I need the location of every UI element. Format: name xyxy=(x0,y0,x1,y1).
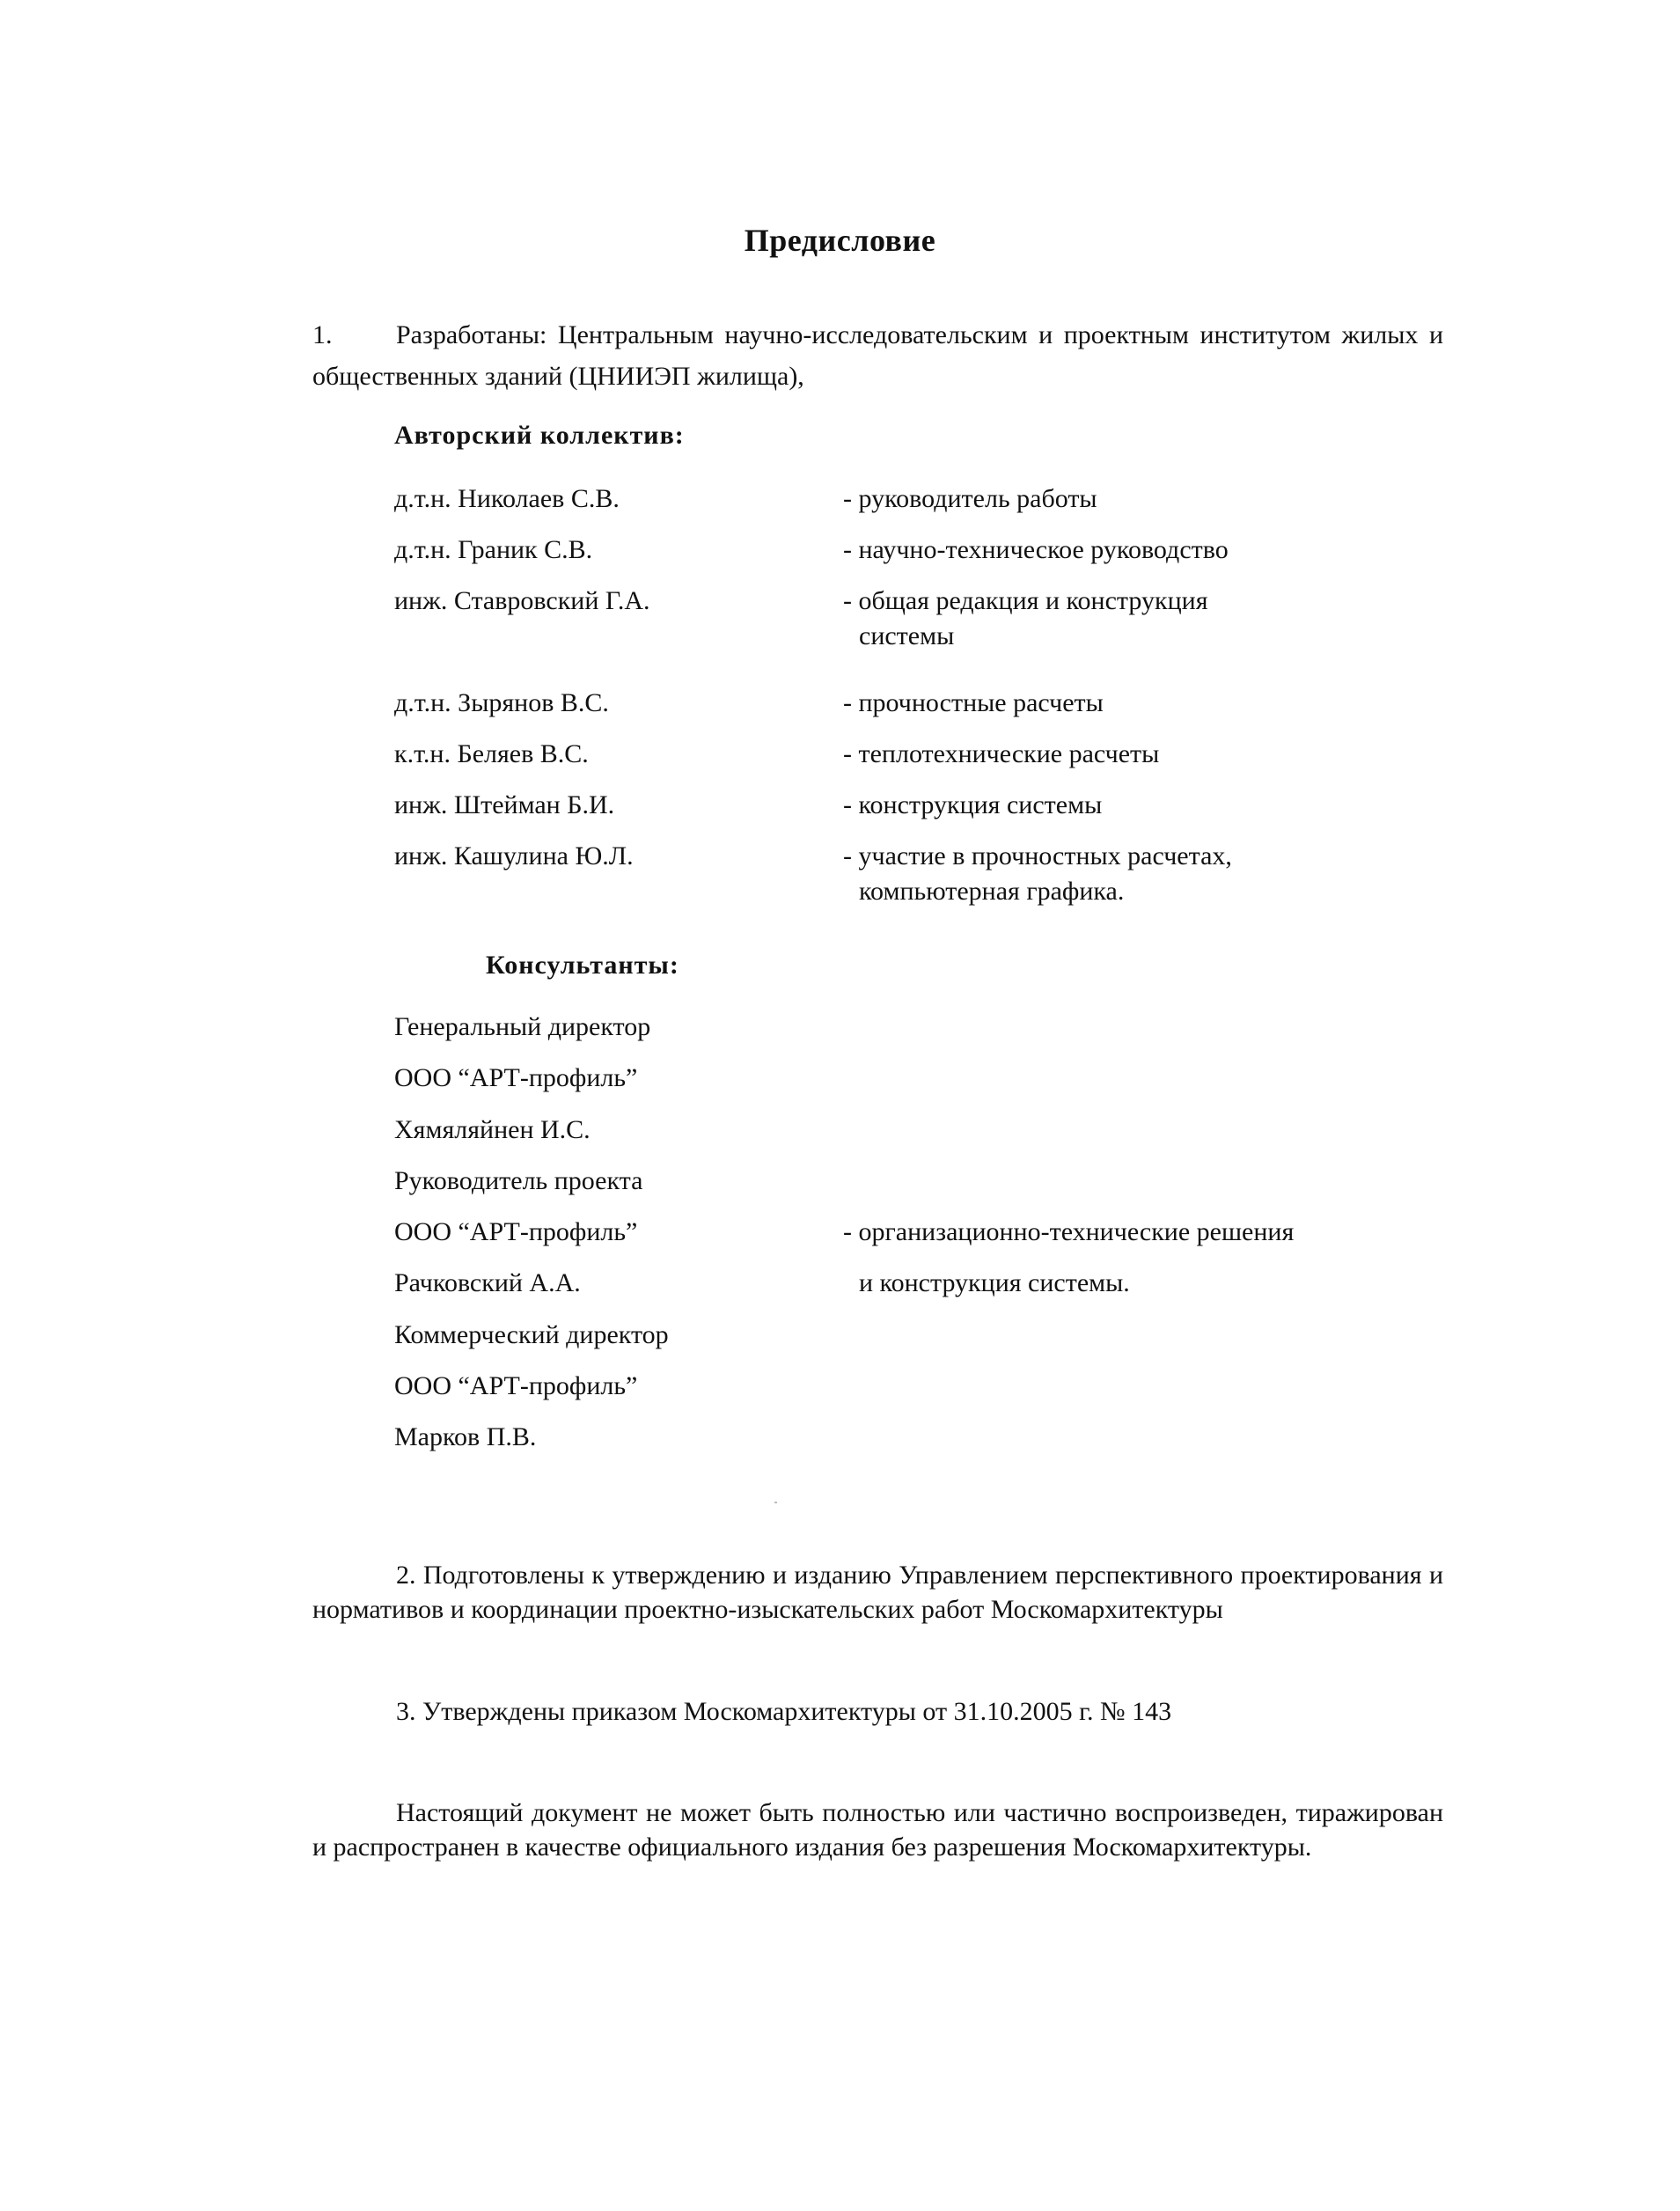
author-row xyxy=(394,790,1450,841)
author-row xyxy=(394,739,1450,790)
scan-speck xyxy=(774,1502,777,1503)
consultant-line: ООО “АРТ-профиль” xyxy=(394,1063,638,1093)
consultant-row xyxy=(394,1268,1450,1319)
consultant-line: Марков П.В. xyxy=(394,1422,537,1452)
author-role: - общая редакция и конструкция xyxy=(843,586,1208,615)
consultant-role xyxy=(843,1063,1415,1114)
author-row xyxy=(394,484,1450,535)
consultant-role xyxy=(843,1115,1415,1166)
consultant-row xyxy=(394,1422,1450,1473)
author-name: к.т.н. Беляев В.С. xyxy=(394,739,589,768)
author-row xyxy=(394,586,1450,688)
consultant-row xyxy=(394,1217,1450,1268)
section-3-paragraph xyxy=(312,1692,1443,1733)
consultant-role: и конструкция системы. xyxy=(859,1268,1130,1298)
consultants-list xyxy=(394,1012,1450,1474)
authors-list xyxy=(394,484,1450,944)
author-name: д.т.н. Николаев С.В. xyxy=(394,484,620,513)
consultant-role xyxy=(843,1166,1415,1217)
author-row xyxy=(394,841,1450,944)
author-role: - участие в прочностных расчетах, xyxy=(843,841,1232,870)
consultant-line: Генеральный директор xyxy=(394,1012,651,1041)
notice-paragraph xyxy=(312,1796,1443,1864)
consultant-line: ООО “АРТ-профиль” xyxy=(394,1217,638,1247)
notice-text: Настоящий документ не может быть полностью или частично воспроизведен, тиражирован и распространен в качестве официального издания без разрешения Москомархитектуры. xyxy=(312,1798,1443,1862)
consultant-line: Рачковский А.А. xyxy=(394,1268,581,1298)
author-role: - научно-техническое руководство xyxy=(843,535,1229,564)
consultant-role xyxy=(843,1012,1415,1063)
section-1-paragraph xyxy=(312,315,1443,397)
consultant-row xyxy=(394,1063,1450,1114)
author-name: д.т.н. Зырянов В.С. xyxy=(394,688,609,717)
consultant-role xyxy=(843,1320,1415,1371)
author-role-block xyxy=(843,841,1415,907)
consultant-row xyxy=(394,1115,1450,1166)
section-2-paragraph xyxy=(312,1558,1443,1627)
author-row xyxy=(394,688,1450,739)
consultant-row xyxy=(394,1012,1450,1063)
section-2-text: 2. Подготовлены к утверждению и изданию Управлением перспективного проектирования и нормативов и координации проектно-изыскательских работ Москомархитектуры xyxy=(312,1561,1443,1624)
author-role: - прочностные расчеты xyxy=(843,688,1104,717)
consultant-line: ООО “АРТ-профиль” xyxy=(394,1371,638,1401)
author-name: инж. Кашулина Ю.Л. xyxy=(394,841,634,870)
consultant-line: Коммерческий директор xyxy=(394,1319,669,1349)
author-name: инж. Ставровский Г.А. xyxy=(394,586,650,615)
author-name: д.т.н. Граник С.В. xyxy=(394,535,593,564)
section-1-text: Разработаны: Центральным научно-исследовательским и проектным институтом жилых и общественных зданий (ЦНИИЭП жилища), xyxy=(312,320,1443,391)
consultant-line: Руководитель проекта xyxy=(394,1165,643,1195)
consultant-row xyxy=(394,1371,1450,1422)
consultant-role xyxy=(843,1422,1415,1473)
author-role-continuation: компьютерная графика. xyxy=(859,877,1125,906)
author-role: - конструкция системы xyxy=(843,790,1103,819)
authors-heading: Авторский коллектив: xyxy=(394,421,685,450)
consultants-heading: Консультанты: xyxy=(486,951,679,980)
consultant-role xyxy=(843,1371,1415,1422)
author-name: инж. Штейман Б.И. xyxy=(394,790,615,819)
section-3-text: 3. Утверждены приказом Москомархитектуры от 31.10.2005 г. № 143 xyxy=(396,1697,1172,1726)
author-role-block xyxy=(843,586,1415,651)
consultant-row xyxy=(394,1166,1450,1217)
author-row xyxy=(394,535,1450,586)
author-role: - руководитель работы xyxy=(843,484,1097,513)
page-title: Предисловие xyxy=(744,223,936,258)
section-1-number: 1. xyxy=(312,320,333,349)
author-role: - теплотехнические расчеты xyxy=(843,739,1160,768)
author-role-continuation: системы xyxy=(859,621,955,650)
consultant-role: - организационно-технические решения xyxy=(843,1217,1295,1247)
consultant-row xyxy=(394,1320,1450,1371)
consultant-line: Хямяляйнен И.С. xyxy=(394,1114,591,1144)
